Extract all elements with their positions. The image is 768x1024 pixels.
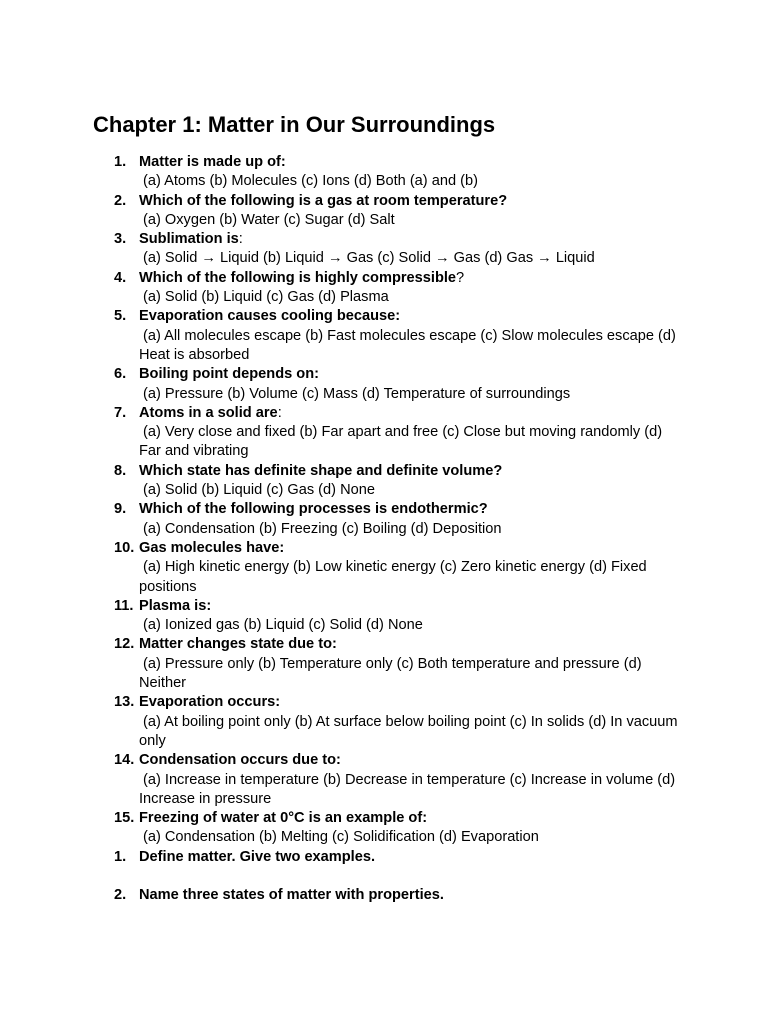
question-options: (a) Solid (b) Liquid (c) Gas (d) Plasma [143, 289, 389, 306]
question-options: (a) Oxygen (b) Water (c) Sugar (d) Salt [143, 211, 395, 228]
blank-line [0, 867, 768, 886]
question-options: (a) Pressure only (b) Temperature only (c) Both temperature and pressure (d) Neither [139, 655, 642, 692]
question-text: Which of the following processes is endothermic? [139, 501, 488, 518]
question-text: Atoms in a solid are [139, 404, 278, 421]
question-item [0, 500, 768, 539]
short-answer-item [0, 848, 768, 867]
question-list [0, 153, 768, 906]
question-item [0, 153, 768, 192]
question-options: (a) Increase in temperature (b) Decrease in temperature (c) Increase in volume (d) Increase in pressure [139, 771, 676, 807]
question-item [0, 635, 768, 693]
question-punct: : [277, 404, 282, 421]
question-text: Matter is made up of: [139, 154, 286, 170]
question-text: Matter changes state due to: [139, 636, 337, 653]
question-text: Define matter. Give two examples. [139, 848, 376, 865]
question-number: 5. [114, 308, 127, 325]
question-number: 15. [114, 810, 135, 827]
question-text: Sublimation is [139, 231, 239, 248]
question-text: Freezing of water at 0°C is an example of: [139, 810, 428, 827]
page-title: Chapter 1: Matter in Our Surroundings [93, 112, 496, 137]
short-answer-item [0, 886, 768, 905]
question-options: (a) Atoms (b) Molecules (c) Ions (d) Both (a) and (b) [143, 173, 478, 190]
question-number: 2. [114, 192, 127, 209]
question-number: 1. [114, 848, 127, 865]
question-number: 1. [114, 154, 127, 170]
question-item [0, 192, 768, 231]
question-item [0, 539, 768, 597]
question-options: (a) Very close and fixed (b) Far apart and free (c) Close but moving randomly (d) Far and vibrating [139, 424, 663, 460]
question-number: 13. [114, 694, 135, 711]
question-options: (a) At boiling point only (b) At surface below boiling point (c) In solids (d) In vacuum only [139, 713, 678, 749]
question-item [0, 230, 768, 269]
question-options: (a) Ionized gas (b) Liquid (c) Solid (d) None [143, 617, 423, 634]
question-options: (a) Pressure (b) Volume (c) Mass (d) Temperature of surroundings [143, 385, 571, 402]
question-options: (a) Condensation (b) Melting (c) Solidification (d) Evaporation [143, 829, 539, 846]
question-number: 4. [114, 269, 127, 286]
question-options: (a) Solid (b) Liquid (c) Gas (d) None [143, 482, 375, 499]
question-number: 3. [114, 231, 127, 248]
question-item [0, 307, 768, 365]
question-number: 8. [114, 462, 127, 479]
question-item [0, 751, 768, 809]
question-text: Evaporation causes cooling because: [139, 308, 401, 325]
question-options: (a) Condensation (b) Freezing (c) Boiling (d) Deposition [143, 520, 502, 537]
question-text: Name three states of matter with properties. [139, 887, 444, 904]
question-options: (a) Solid → Liquid (b) Liquid → Gas (c) Solid → Gas (d) Gas → Liquid [143, 250, 595, 267]
question-number: 11. [114, 597, 134, 614]
question-text: Condensation occurs due to: [139, 752, 341, 769]
question-item [0, 809, 768, 848]
question-text: Which of the following is highly compressible [139, 269, 457, 286]
question-text: Plasma is: [139, 597, 212, 614]
question-item [0, 404, 768, 462]
question-number: 12. [114, 636, 135, 653]
question-item [0, 693, 768, 751]
question-punct: ? [456, 269, 465, 286]
question-text: Gas molecules have: [139, 539, 285, 556]
question-number: 7. [114, 404, 127, 421]
question-number: 6. [114, 366, 127, 383]
question-item [0, 597, 768, 636]
question-number: 14. [114, 752, 135, 769]
question-number: 10. [114, 539, 135, 556]
question-text: Which state has definite shape and definite volume? [139, 462, 503, 479]
question-text: Which of the following is a gas at room temperature? [139, 192, 508, 209]
question-text: Evaporation occurs: [139, 694, 281, 711]
question-punct: : [238, 231, 243, 248]
question-number: 9. [114, 501, 127, 518]
question-item [0, 365, 768, 404]
question-item [0, 269, 768, 308]
question-options: (a) High kinetic energy (b) Low kinetic energy (c) Zero kinetic energy (d) Fixed positions [139, 559, 647, 595]
question-text: Boiling point depends on: [139, 366, 319, 383]
question-options: (a) All molecules escape (b) Fast molecules escape (c) Slow molecules escape (d) Heat is absorbed [139, 327, 676, 363]
question-number: 2. [114, 887, 127, 904]
question-item [0, 462, 768, 501]
